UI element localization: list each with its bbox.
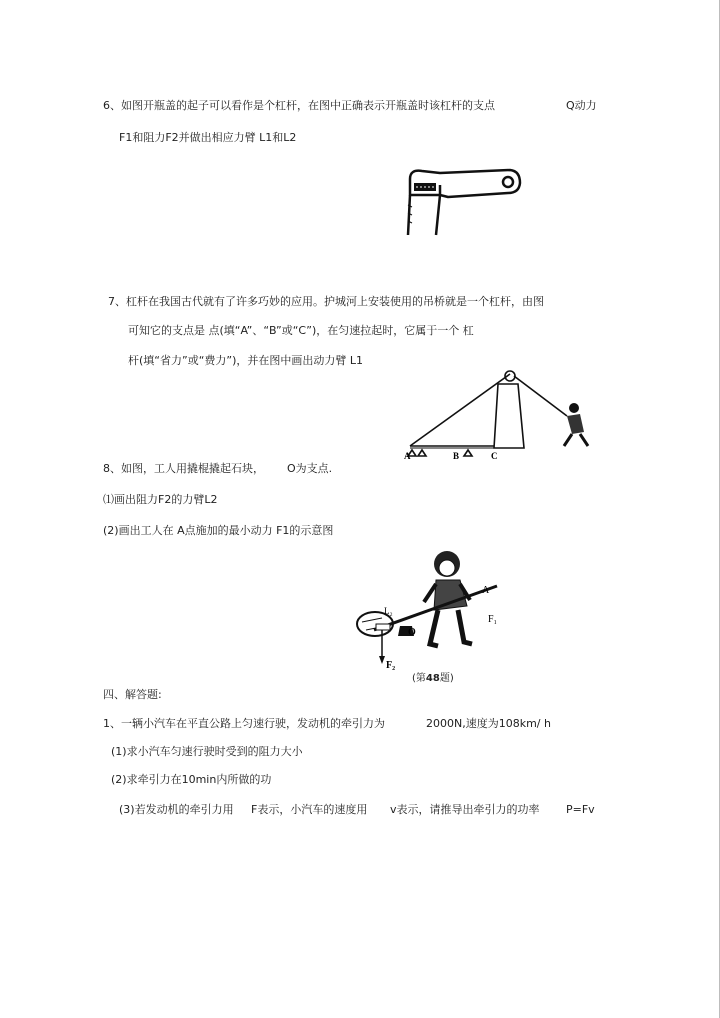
s4-sub3-p: P=Fv (566, 803, 595, 816)
q8-line3: (2)画出工人在 A点施加的最小动力 F1的示意图 (103, 524, 334, 537)
worker-figure (564, 403, 588, 446)
q8-line2: ⑴画出阻力F2的力臂L2 (103, 493, 218, 506)
s4-sub1: (1)求小汽车匀速行驶时受到的阻力大小 (111, 745, 303, 758)
caption-prefix: (第 (412, 673, 426, 684)
label-F2: F₂ (386, 660, 396, 671)
label-L2: L₂ (384, 606, 393, 616)
label-O: O (408, 627, 416, 638)
opener-hole (503, 177, 513, 187)
label-B: B (453, 451, 460, 461)
crowbar-figure (352, 544, 507, 686)
figure-caption (412, 672, 454, 686)
s4-sub2: (2)求牵引力在10min内所做的功 (111, 773, 272, 786)
label-A: A (404, 451, 411, 461)
s4-q1-tail: 2000N,速度为108km/ h (426, 717, 551, 730)
caption-suffix: 题) (439, 673, 454, 684)
q7-line3: 杆(填“省力”或“费力”)，并在图中画出动力臂 L1 (128, 354, 364, 367)
s4-sub3-v: v表示，请推导出牵引力的功率 (390, 803, 540, 816)
label-C: C (491, 451, 498, 461)
s4-sub3-f: F表示，小汽车的速度用 (251, 803, 368, 816)
caption-number: 48 (425, 673, 440, 684)
q8-line1: 8、如图，工人用撬棍撬起石块， (103, 462, 264, 475)
label-F1: F₁ (488, 614, 498, 625)
drawbridge-figure (402, 364, 602, 462)
q6-line2: F1和阻力F2并做出相应力臂 L1和L2 (119, 131, 297, 144)
q6-line1: 6、如图开瓶盖的起子可以看作是个杠杆，在图中正确表示开瓶盖时该杠杆的支点 (103, 99, 495, 112)
tower (494, 384, 524, 448)
q7-line1: 7、杠杆在我国古代就有了许多巧妙的应用。护城河上安装使用的吊桥就是一个杠杆，由图 (108, 295, 544, 308)
s4-sub3: (3)若发动机的牵引力用 (119, 803, 234, 816)
q6-line1-tail: Q动力 (566, 99, 597, 112)
bottle-opener-figure (400, 165, 525, 240)
q7-line2: 可知它的支点是 点(填“A”、“B”或“C”)，在匀速拉起时，它属于一个 杠 (128, 324, 474, 337)
s4-q1-line: 1、一辆小汽车在平直公路上匀速行驶，发动机的牵引力为 (103, 717, 385, 730)
pull-rope (514, 376, 567, 416)
section-heading: 四、解答题: (103, 688, 162, 701)
bottle-neck (408, 195, 440, 235)
label-A: A (482, 585, 490, 596)
q8-line1-tail: O为支点. (287, 462, 333, 475)
